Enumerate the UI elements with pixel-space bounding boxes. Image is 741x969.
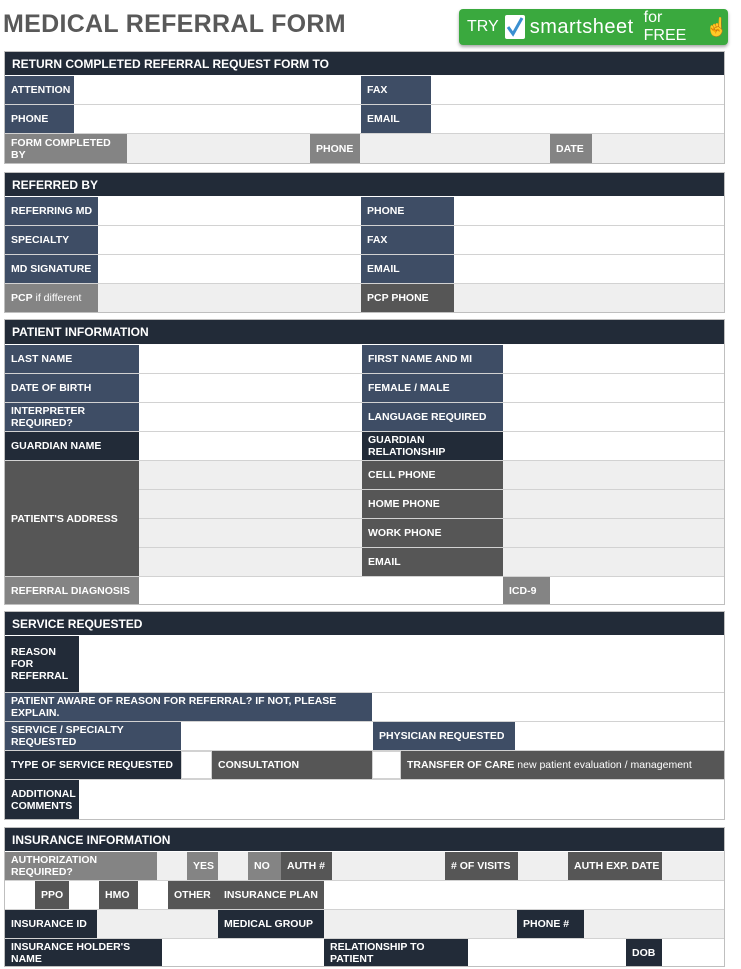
free-label: for FREE: [643, 9, 687, 44]
email-label: EMAIL: [361, 105, 431, 133]
ppo-checkbox[interactable]: [5, 881, 35, 909]
specialty-requested-field[interactable]: [181, 722, 373, 750]
auth-no-checkbox[interactable]: [218, 852, 248, 880]
pcp-label-text: PCP: [11, 292, 33, 304]
phone2-field[interactable]: [360, 134, 550, 163]
plan-field[interactable]: [324, 881, 724, 909]
rb-fax-field[interactable]: [454, 226, 724, 254]
patient-section: [4, 319, 725, 605]
icd-label: ICD-9: [503, 577, 550, 604]
holder-dob-field[interactable]: [662, 939, 724, 966]
transfer-note: new patient evaluation / management: [514, 759, 692, 771]
holder-label: INSURANCE HOLDER'S NAME: [5, 939, 162, 966]
address-line-4[interactable]: [139, 548, 362, 576]
fax-field[interactable]: [431, 76, 724, 104]
other-label: OTHER: [168, 881, 218, 909]
cell-phone-field[interactable]: [503, 461, 724, 489]
consultation-checkbox[interactable]: [181, 751, 212, 779]
phone-field[interactable]: [74, 105, 361, 133]
home-phone-field[interactable]: [503, 490, 724, 518]
gender-label: FEMALE / MALE: [362, 374, 503, 402]
referring-md-label: REFERRING MD: [5, 197, 98, 225]
dob-field[interactable]: [139, 374, 362, 402]
interpreter-label: INTERPRETER REQUIRED?: [5, 403, 139, 431]
hmo-label: HMO: [99, 881, 138, 909]
yes-label: YES: [187, 852, 218, 880]
medical-group-label: MEDICAL GROUP: [218, 910, 324, 938]
transfer-checkbox[interactable]: [372, 751, 401, 779]
ins-phone-label: PHONE #: [517, 910, 584, 938]
insurance-section: [4, 827, 725, 967]
first-name-label: FIRST NAME AND MI: [362, 345, 503, 373]
md-signature-field[interactable]: [98, 255, 361, 283]
email-field[interactable]: [431, 105, 724, 133]
work-phone-field[interactable]: [503, 519, 724, 547]
plan-label: INSURANCE PLAN: [218, 881, 324, 909]
form-completed-by-label: FORM COMPLETED BY: [5, 134, 127, 163]
diagnosis-label: REFERRAL DIAGNOSIS: [5, 577, 139, 604]
patient-email-label: EMAIL: [362, 548, 503, 576]
home-phone-label: HOME PHONE: [362, 490, 503, 518]
relationship-field[interactable]: [468, 939, 626, 966]
try-smartsheet-button[interactable]: [459, 9, 728, 45]
address-line-1[interactable]: [139, 461, 362, 489]
comments-label: ADDITIONAL COMMENTS: [5, 780, 79, 819]
auth-yes-checkbox[interactable]: [157, 852, 187, 880]
holder-field[interactable]: [162, 939, 324, 966]
language-label: LANGUAGE REQUIRED: [362, 403, 503, 431]
section-header: INSURANCE INFORMATION: [5, 828, 724, 851]
rb-phone-field[interactable]: [454, 197, 724, 225]
first-name-field[interactable]: [503, 345, 724, 373]
hand-cursor-icon: ☝: [705, 16, 728, 37]
form-completed-by-field[interactable]: [127, 134, 310, 163]
physician-label: PHYSICIAN REQUESTED: [373, 722, 515, 750]
hmo-checkbox[interactable]: [69, 881, 99, 909]
referred-by-section: [4, 172, 725, 313]
cell-phone-label: CELL PHONE: [362, 461, 503, 489]
address-line-3[interactable]: [139, 519, 362, 547]
holder-dob-label: DOB: [626, 939, 662, 966]
section-header: REFERRED BY: [5, 173, 724, 196]
transfer-label: [401, 751, 724, 779]
last-name-field[interactable]: [139, 345, 362, 373]
brand-label: smartsheet: [529, 15, 634, 38]
transfer-text: TRANSFER OF CARE: [407, 759, 515, 771]
auth-number-field[interactable]: [332, 852, 445, 880]
attention-label: ATTENTION: [5, 76, 74, 104]
address-line-2[interactable]: [139, 490, 362, 518]
specialty-requested-label: SERVICE / SPECIALTY REQUESTED: [5, 722, 181, 750]
attention-field[interactable]: [74, 76, 361, 104]
aware-field[interactable]: [372, 693, 724, 721]
page-title: MEDICAL REFERRAL FORM: [3, 10, 346, 38]
visits-label: # OF VISITS: [445, 852, 518, 880]
phone2-label: PHONE: [310, 134, 360, 163]
service-section: [4, 611, 725, 820]
ins-phone-field[interactable]: [584, 910, 724, 938]
relationship-label: RELATIONSHIP TO PATIENT: [324, 939, 468, 966]
insurance-id-field[interactable]: [97, 910, 218, 938]
no-label: NO: [248, 852, 281, 880]
specialty-label: SPECIALTY: [5, 226, 98, 254]
other-checkbox[interactable]: [138, 881, 168, 909]
auth-required-label: AUTHORIZATION REQUIRED?: [5, 852, 157, 880]
date-label: DATE: [550, 134, 592, 163]
visits-field[interactable]: [518, 852, 568, 880]
ppo-label: PPO: [35, 881, 69, 909]
dob-label: DATE OF BIRTH: [5, 374, 139, 402]
section-header: RETURN COMPLETED REFERRAL REQUEST FORM TO: [5, 52, 724, 75]
pcp-phone-label: PCP PHONE: [361, 284, 454, 312]
reason-field[interactable]: [79, 636, 724, 692]
rb-email-label: EMAIL: [361, 255, 454, 283]
physician-field[interactable]: [515, 722, 724, 750]
guardian-name-label: GUARDIAN NAME: [5, 432, 139, 460]
rb-fax-label: FAX: [361, 226, 454, 254]
phone-label: PHONE: [5, 105, 74, 133]
try-label: TRY: [467, 18, 499, 35]
type-label: TYPE OF SERVICE REQUESTED: [5, 751, 181, 779]
guardian-name-field[interactable]: [139, 432, 362, 460]
section-header: PATIENT INFORMATION: [5, 320, 724, 344]
patient-email-field[interactable]: [503, 548, 724, 576]
work-phone-label: WORK PHONE: [362, 519, 503, 547]
aware-label: PATIENT AWARE OF REASON FOR REFERRAL? IF NOT, PLEASE EXPLAIN.: [5, 693, 372, 721]
interpreter-field[interactable]: [139, 403, 362, 431]
md-signature-label: MD SIGNATURE: [5, 255, 98, 283]
address-label: PATIENT'S ADDRESS: [5, 461, 139, 576]
last-name-label: LAST NAME: [5, 345, 139, 373]
pcp-label: [5, 284, 98, 312]
guardian-rel-label: GUARDIAN RELATIONSHIP: [362, 432, 503, 460]
pcp-field[interactable]: [98, 284, 361, 312]
pcp-phone-field[interactable]: [454, 284, 724, 312]
pcp-note: if different: [32, 292, 82, 304]
auth-number-label: AUTH #: [281, 852, 332, 880]
fax-label: FAX: [361, 76, 431, 104]
rb-phone-label: PHONE: [361, 197, 454, 225]
specialty-field[interactable]: [98, 226, 361, 254]
icd-field[interactable]: [550, 577, 724, 604]
auth-exp-field[interactable]: [662, 852, 724, 880]
medical-group-field[interactable]: [324, 910, 517, 938]
guardian-rel-field[interactable]: [503, 432, 724, 460]
language-field[interactable]: [503, 403, 724, 431]
date-field[interactable]: [592, 134, 724, 163]
reason-label: REASON FOR REFERRAL: [5, 636, 79, 692]
rb-email-field[interactable]: [454, 255, 724, 283]
insurance-id-label: INSURANCE ID: [5, 910, 97, 938]
diagnosis-field[interactable]: [139, 577, 503, 604]
referring-md-field[interactable]: [98, 197, 361, 225]
auth-exp-label: AUTH EXP. DATE: [568, 852, 662, 880]
return-to-section: [4, 51, 725, 164]
section-header: SERVICE REQUESTED: [5, 612, 724, 635]
comments-field[interactable]: [79, 780, 724, 819]
check-logo-icon: [505, 15, 525, 39]
consultation-label: CONSULTATION: [212, 751, 372, 779]
gender-field[interactable]: [503, 374, 724, 402]
